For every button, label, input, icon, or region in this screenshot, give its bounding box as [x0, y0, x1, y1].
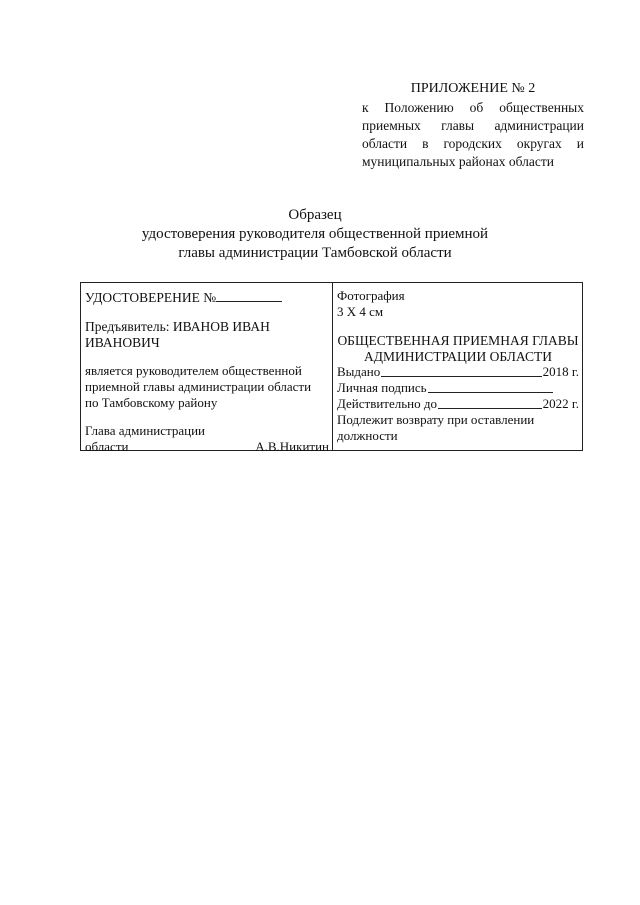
signature-field	[337, 380, 579, 396]
signatory-name: А.В.Никитин	[255, 439, 329, 454]
valid-label: Действительно до	[337, 396, 437, 411]
signature-label: Личная подпись	[337, 380, 427, 395]
sample-title: Образец	[288, 207, 342, 223]
photo-size: 3 Х 4 см	[337, 304, 384, 319]
certificate-right-panel	[333, 283, 582, 450]
certificate-heading: УДОСТОВЕРЕНИЕ №	[85, 290, 217, 305]
sample-heading	[100, 206, 530, 263]
appendix-block	[362, 80, 584, 171]
issued-field	[337, 364, 579, 380]
valid-field	[337, 396, 579, 412]
organization-line1: ОБЩЕСТВЕННАЯ ПРИЕМНАЯ ГЛАВЫ	[337, 333, 579, 348]
issued-year: 2018 г.	[542, 364, 579, 379]
role-line3: по Тамбовскому району	[85, 395, 218, 410]
signature-blank	[428, 392, 553, 393]
photo-label: Фотография	[337, 288, 405, 303]
role-line1: является руководителем общественной	[85, 363, 302, 378]
signatory-line1: Глава администрации	[85, 423, 206, 438]
issued-blank	[381, 376, 541, 377]
organization-title	[333, 333, 583, 365]
return-line1: Подлежит возврату при оставлении	[337, 412, 535, 427]
return-line2: должности	[337, 428, 398, 443]
certificate-left-panel	[81, 283, 333, 454]
sample-subtitle-line1: удостоверения руководителя общественной приемной	[141, 226, 489, 242]
issued-label: Выдано	[337, 364, 381, 379]
valid-blank	[438, 408, 542, 409]
organization-line2: АДМИНИСТРАЦИИ ОБЛАСТИ	[363, 349, 552, 364]
certificate-number	[85, 289, 325, 306]
signatory-line2: области	[85, 439, 129, 454]
certificate-fields	[337, 364, 579, 444]
role-line2: приемной главы администрации области	[85, 379, 312, 394]
role-block	[85, 363, 331, 411]
sample-subtitle-line2: главы администрации Тамбовской области	[178, 245, 452, 261]
bearer-line1: Предъявитель: ИВАНОВ ИВАН	[85, 319, 270, 334]
appendix-title: ПРИЛОЖЕНИЕ № 2	[410, 81, 536, 96]
bearer-block	[85, 319, 329, 351]
certificate-number-blank	[216, 289, 282, 302]
signatory-row	[85, 439, 329, 455]
valid-year: 2022 г.	[542, 396, 579, 411]
signatory-block	[85, 423, 329, 455]
photo-placeholder	[337, 288, 405, 320]
bearer-line2: ИВАНОВИЧ	[85, 335, 160, 350]
appendix-text: к Положению об общественных приемных главы администрации области в городских округах и муниципальных районах области	[362, 100, 584, 169]
certificate-form	[80, 282, 583, 454]
